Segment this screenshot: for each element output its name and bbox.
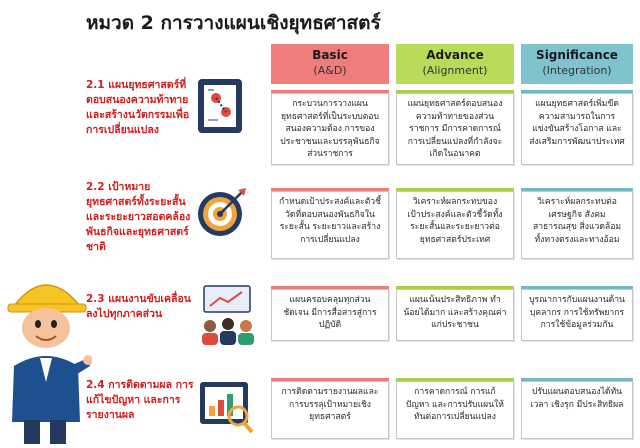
row-label-2-1: 2.1 แผนยุทธศาสตร์ที่ตอบสนองความท้าทายและสร้างนวัตกรรมเพื่อการเปลี่ยนแปลง xyxy=(86,79,190,136)
row-label-2-4: 2.4 การติดตามผล การแก้ไขปัญหา และการรายงานผล xyxy=(86,379,194,421)
cell-advance: การคาดการณ์ การแก้ปัญหา และการปรับแผนให้ทันต่อการเปลี่ยนแปลง xyxy=(396,381,514,439)
column-header-significance xyxy=(521,44,633,84)
cell-basic: กระบวนการวางแผนยุทธศาสตร์ที่เป็นระบบตอบสนองความต้อง การของประชาชนและบรรลุพันธกิจส่วนราชการ xyxy=(271,93,389,165)
team-network-icon xyxy=(196,284,256,346)
cell-advance: แผนยุทธศาสตร์ตอบสนองความท้าทายของส่วนราชการ มีการคาดการณ์การเปลี่ยนแปลงที่กำลังจะเกิดในอนาคต xyxy=(396,93,514,165)
target-dartboard-icon xyxy=(196,184,250,238)
chart-magnifier-icon xyxy=(196,376,256,436)
column-title: Advance xyxy=(426,48,484,62)
cell-advance: วิเคราะห์ผลกระทบของเป้าประสงค์และตัวชี้วัดทั้งระยะสั้นและระยะยาวต่อยุทธศาสตร์ประเทศ xyxy=(396,191,514,259)
row-label-2-2: 2.2 เป้าหมายยุทธศาสตร์ทั้งระยะสั้นและระยะยาวสอดคล้องพันธกิจและยุทธศาสตร์ชาติ xyxy=(86,181,191,253)
row-label-2-3: 2.3 แผนงานขับเคลื่อนลงไปทุกภาคส่วน xyxy=(86,293,191,320)
cell-significance: บูรณาการกับแผนงานด้านบุคลากร การใช้ทรัพยากร การใช้ข้อมูลร่วมกัน xyxy=(521,289,633,341)
strategy-document-icon xyxy=(194,76,250,136)
page-title: หมวด 2 การวางแผนเชิงยุทธศาสตร์ xyxy=(86,12,381,34)
column-header-advance xyxy=(396,44,514,84)
column-subtitle: (A&D) xyxy=(313,64,347,77)
column-header-basic xyxy=(271,44,389,84)
cell-basic: แผนครอบคลุมทุกส่วน ชัดเจน มีการสื่อสารสู่การปฏิบัติ xyxy=(271,289,389,341)
column-title: Significance xyxy=(536,48,618,62)
cell-advance: แผนเน้นประสิทธิภาพ ทำน้อยได้มาก และสร้างคุณค่าแก่ประชาชน xyxy=(396,289,514,341)
cell-significance: วิเคราะห์ผลกระทบต่อเศรษฐกิจ สังคม สาธารณสุข สิ่งแวดล้อม ทั้งทางตรงและทางอ้อม xyxy=(521,191,633,259)
cell-significance: ปรับแผนตอบสนองได้ทันเวลา เชิงรุก มีประสิทธิผล xyxy=(521,381,633,439)
column-subtitle: (Alignment) xyxy=(422,64,488,77)
column-subtitle: (Integration) xyxy=(542,64,612,77)
column-title: Basic xyxy=(312,48,348,62)
cell-significance: แผนยุทธศาสตร์เพิ่มขีดความสามารถในการแข่งขันสร้างโอกาส และส่งเสริมการพัฒนาประเทศ xyxy=(521,93,633,165)
cell-basic: การติดตามรายงานผลและการบรรลุเป้าหมายเชิงยุทธศาสตร์ xyxy=(271,381,389,439)
worker-mascot-icon xyxy=(0,262,92,448)
cell-basic: กำหนดเป้าประสงค์และตัวชี้วัดที่ตอบสนองพันธกิจในระยะสั้น ระยะยาวและสร้างการเปลี่ยนแปลง xyxy=(271,191,389,259)
